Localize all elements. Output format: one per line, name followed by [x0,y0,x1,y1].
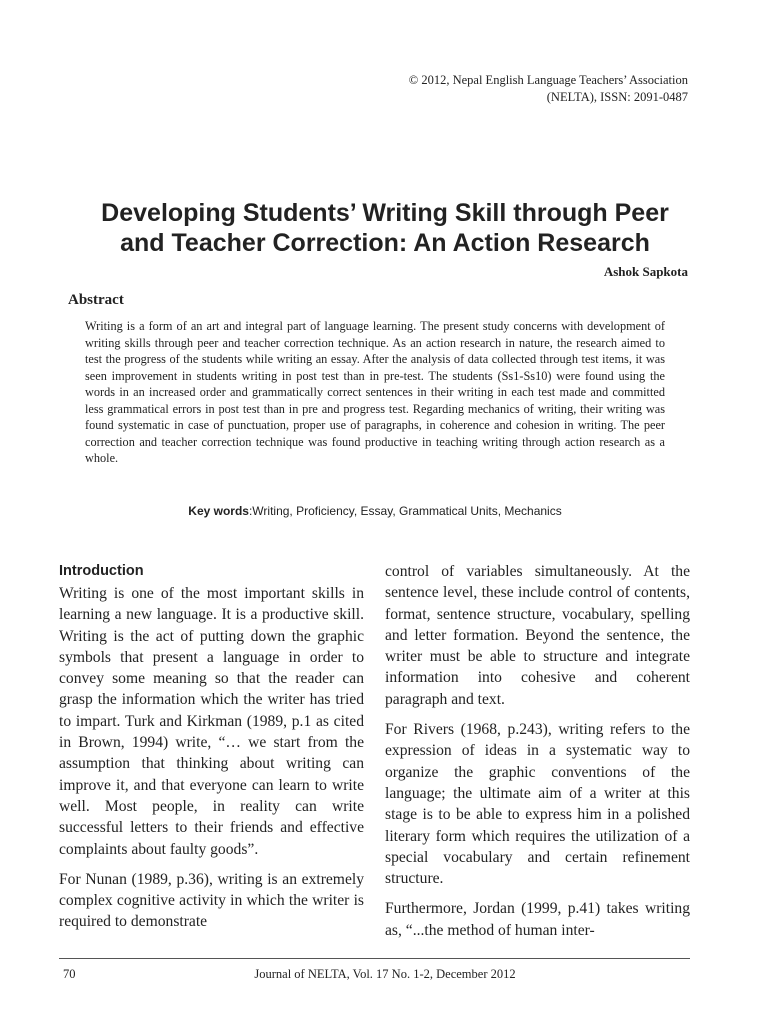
section-heading-introduction: Introduction [59,563,144,579]
author-name: Ashok Sapkota [603,264,688,279]
article-title [40,198,730,258]
footer-divider [59,958,690,959]
body-paragraph: control of variables simultaneously. At the sentence level, these include control of contents, format, sentence structure, vocabulary, spelling and letter formation. Beyond the sentence, the writer must be able to structure and integrate information into cohesive and coherent paragraph and text. [385,563,690,708]
keywords-values: :Writing, Proficiency, Essay, Grammatical Units, Mechanics [248,504,562,518]
issn-line: (NELTA), ISSN: 2091-0487 [546,90,688,104]
journal-header [409,72,688,106]
left-column [59,561,364,942]
title-line-2: and Teacher Correction: An Action Research [120,229,650,257]
abstract-heading: Abstract [68,292,124,308]
page-number: 70 [63,967,76,981]
abstract-body: Writing is a form of an art and integral part of language learning. The present study concerns with development of writing skills through peer and teacher correction technique. As an action research in nature, the research aimed to test the progress of the students while writing an essay. After the analysis of data collected through test items, it was seen improvement in students writing in post test than in pre-test. The students (Ss1-Ss10) were found using the words in an increased order and grammatically correct sentences in their writing in each test made and committed less grammatical errors in post test than in pre and progress test. Regarding mechanics of writing, their writing was found systematic in case of punctuation, proper use of paragraphs, in coherence and cohesion in writing. The peer correction and teacher correction technique was found productive in teaching writing through action research as a whole. [85,319,665,465]
body-paragraph: Writing is one of the most important skills in learning a new language. It is a productive skill. Writing is the act of putting down the graphic symbols that present a language in order to convey some meaning so that the reader can grasp the information which the writer has tried to impart. Turk and Kirkman (1989, p.1 as cited in Brown, 1994) write, “… we start from the assumption that thinking about writing can improve it, and that everyone can learn to write well. Most people, in reality can write successful letters to their friends and effective complaints about faulty goods”. [59,585,364,858]
body-paragraph: For Nunan (1989, p.36), writing is an extremely complex cognitive activity in which the writer is required to demonstrate [59,870,364,931]
body-paragraph: For Rivers (1968, p.243), writing refers to the expression of ideas in a systematic way to organize the graphic conventions of the language; the ultimate aim of a writer at this stage is to be able to express him in a polished literary form which requires the utilization of a special vocabulary and certain refinement structure. [385,721,690,888]
journal-citation: Journal of NELTA, Vol. 17 No. 1-2, December 2012 [254,967,516,981]
copyright-line: © 2012, Nepal English Language Teachers’ Association [408,73,688,87]
keywords-label: Key words [188,504,249,518]
keywords-line [85,504,665,518]
body-paragraph: Furthermore, Jordan (1999, p.41) takes writing as, “...the method of human inter- [385,900,690,939]
title-line-1: Developing Students’ Writing Skill through Peer [101,199,669,227]
right-column [385,561,690,950]
